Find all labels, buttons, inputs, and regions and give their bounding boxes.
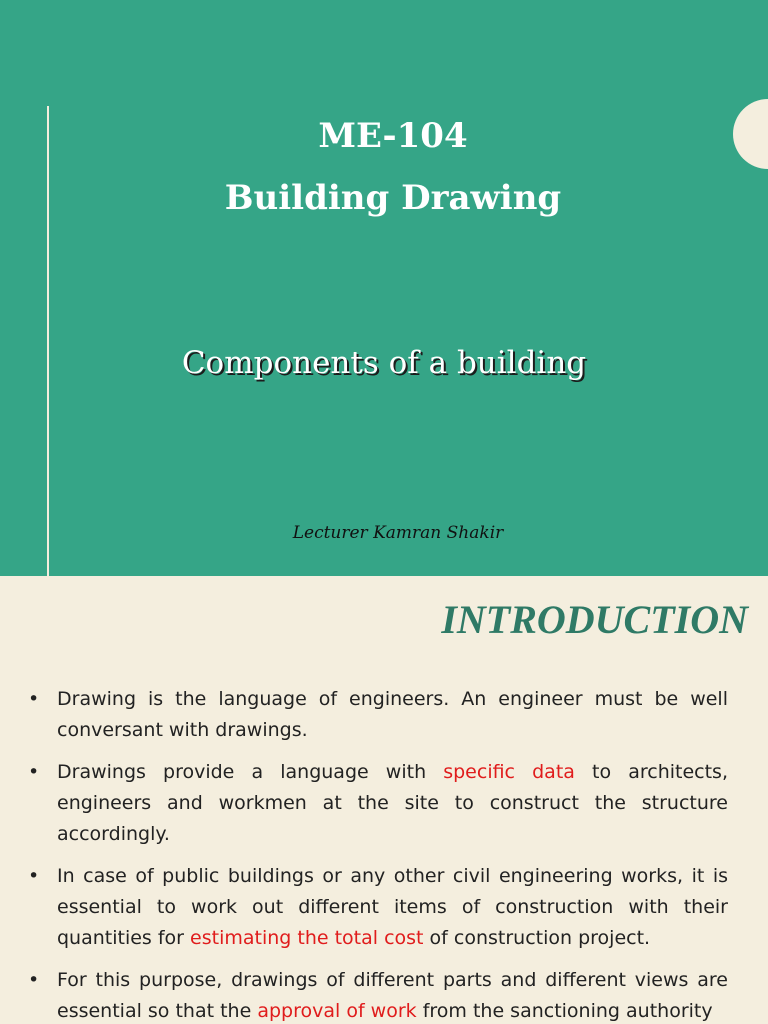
slide-subtitle: Components of a building xyxy=(181,345,587,381)
course-title: Building Drawing xyxy=(224,178,562,218)
bullet-item xyxy=(28,861,728,954)
bullet-text: In case of public buildings or any other civil engineering works, it is essential to work out different items of construction with their quantities for xyxy=(57,865,728,949)
highlighted-text: estimating the total cost xyxy=(190,927,424,949)
highlighted-text: specific data xyxy=(443,761,575,783)
bullet-list xyxy=(28,684,728,1024)
bullet-item xyxy=(28,965,728,1024)
introduction-heading: INTRODUCTION xyxy=(441,597,748,642)
bullet-text: from the sanctioning authority xyxy=(416,1000,713,1022)
highlighted-text: approval of work xyxy=(257,1000,417,1022)
bullet-item xyxy=(28,757,728,850)
bullet-text: Drawings provide a language with xyxy=(57,761,444,783)
course-code: ME-104 xyxy=(318,116,468,156)
bullet-text: For this purpose, drawings of different parts and different views are essential so that the xyxy=(57,969,728,1022)
bullet-text: to architects, engineers and workmen at the site to construct the structure accordingly. xyxy=(57,761,728,845)
lecturer-name: Lecturer Kamran Shakir xyxy=(292,523,504,543)
bullet-item xyxy=(28,684,728,746)
decorative-vertical-line xyxy=(47,106,49,576)
introduction-slide xyxy=(0,576,768,1024)
bullet-text: of construction project. xyxy=(423,927,651,949)
bullet-text: Drawing is the language of engineers. An engineer must be well conversant with drawings. xyxy=(57,688,728,741)
